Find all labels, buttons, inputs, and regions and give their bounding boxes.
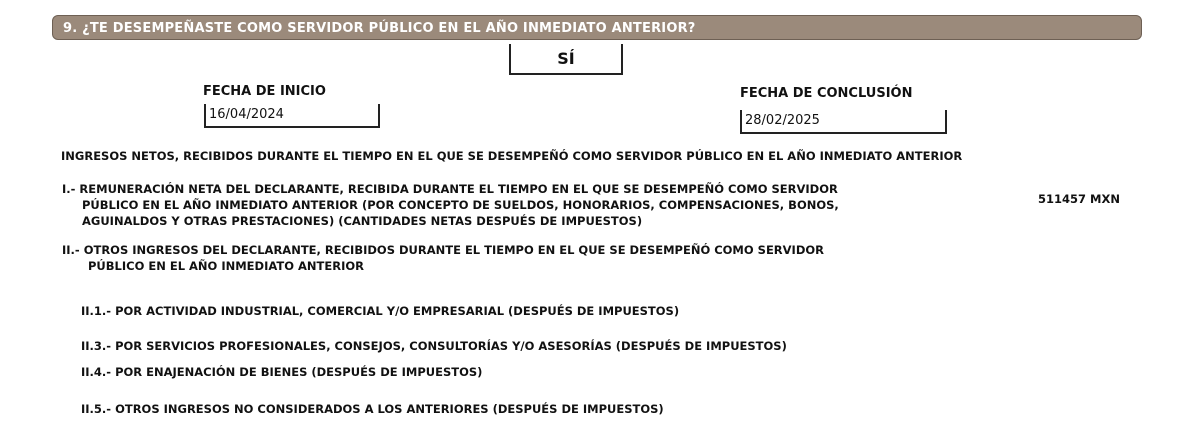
end-date-field: 28/02/2025 xyxy=(740,110,947,134)
item-i-line1: I.- REMUNERACIÓN NETA DEL DECLARANTE, RECIBIDA DURANTE EL TIEMPO EN EL QUE SE DESEMPEÑÓ COMO SERVIDOR xyxy=(62,182,838,196)
item-ii-line2: PÚBLICO EN EL AÑO INMEDIATO ANTERIOR xyxy=(88,259,364,273)
item-ii-line1: II.- OTROS INGRESOS DEL DECLARANTE, RECIBIDOS DURANTE EL TIEMPO EN EL QUE SE DESEMPEÑÓ COMO SERVIDOR xyxy=(62,243,825,257)
sub-item-ii-5: II.5.- OTROS INGRESOS NO CONSIDERADOS A LOS ANTERIORES (DESPUÉS DE IMPUESTOS) xyxy=(81,402,664,416)
income-heading: INGRESOS NETOS, RECIBIDOS DURANTE EL TIEMPO EN EL QUE SE DESEMPEÑÓ COMO SERVIDOR PÚBLICO EN EL AÑO INMEDIATO ANTERIOR xyxy=(61,149,963,163)
item-i-line3: AGUINALDOS Y OTRAS PRESTACIONES) (CANTIDADES NETAS DESPUÉS DE IMPUESTOS) xyxy=(82,214,643,228)
end-date-label: FECHA DE CONCLUSIÓN xyxy=(740,86,913,101)
sub-item-ii-4: II.4.- POR ENAJENACIÓN DE BIENES (DESPUÉS DE IMPUESTOS) xyxy=(81,365,483,379)
sub-item-ii-3: II.3.- POR SERVICIOS PROFESIONALES, CONSEJOS, CONSULTORÍAS Y/O ASESORÍAS (DESPUÉS DE IMPUESTOS) xyxy=(81,339,787,353)
public-servant-answer: SÍ xyxy=(509,44,623,75)
section-title: 9. ¿TE DESEMPEÑASTE COMO SERVIDOR PÚBLICO EN EL AÑO INMEDIATO ANTERIOR? xyxy=(63,21,696,36)
start-date-field: 16/04/2024 xyxy=(204,104,380,128)
item-i-line2: PÚBLICO EN EL AÑO INMEDIATO ANTERIOR (POR CONCEPTO DE SUELDOS, HONORARIOS, COMPENSACIONES, BONOS, xyxy=(82,198,839,212)
section-header-bar xyxy=(52,15,1142,40)
sub-item-ii-1: II.1.- POR ACTIVIDAD INDUSTRIAL, COMERCIAL Y/O EMPRESARIAL (DESPUÉS DE IMPUESTOS) xyxy=(81,304,680,318)
item-i-amount: 511457 MXN xyxy=(1038,192,1120,206)
start-date-label: FECHA DE INICIO xyxy=(203,84,326,99)
